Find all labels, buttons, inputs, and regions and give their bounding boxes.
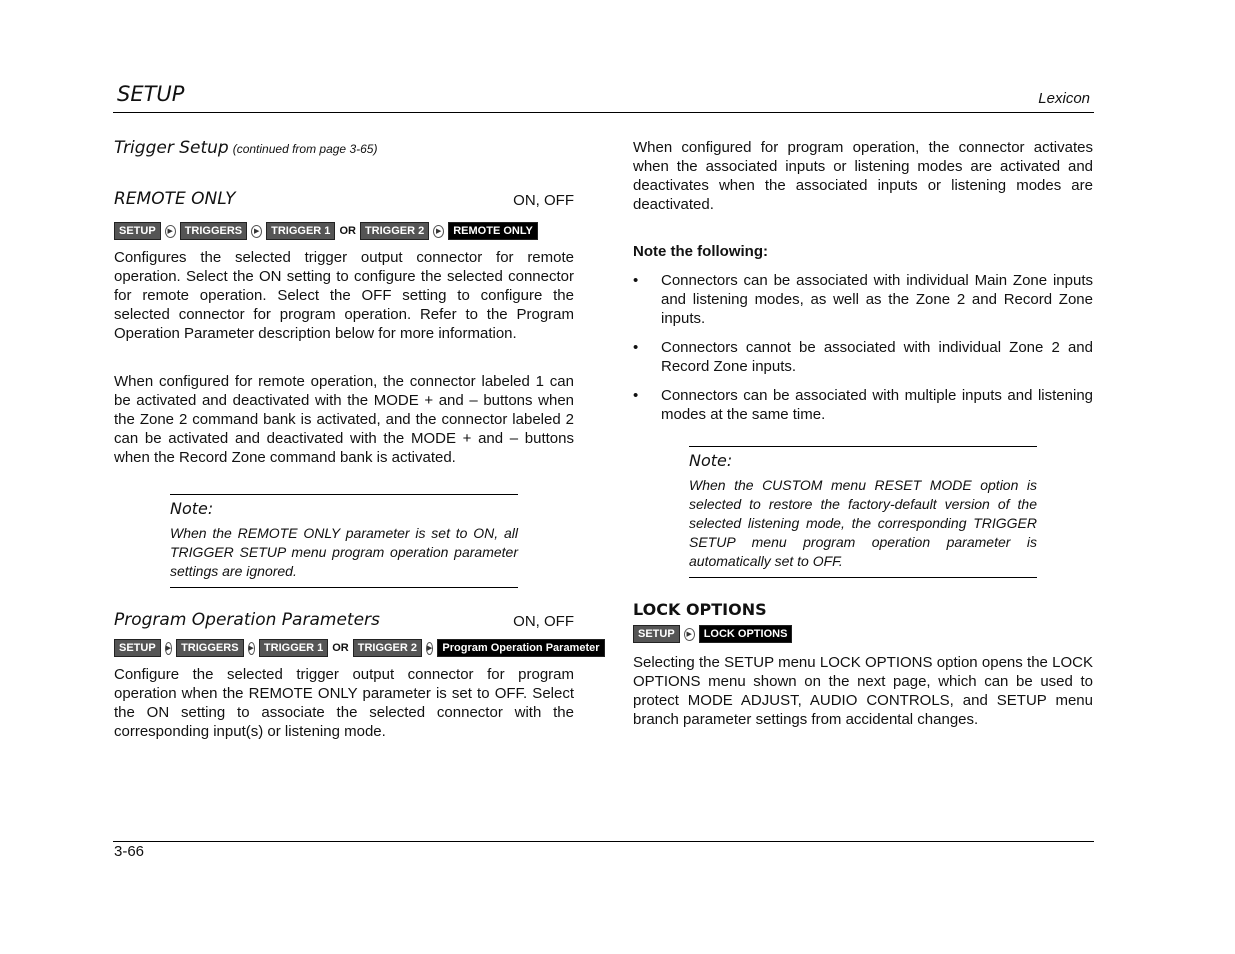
path-chip-trigger-2: TRIGGER 2 (360, 222, 429, 240)
trigger-setup-subtitle: (continued from page 3-65) (232, 142, 378, 156)
remote-only-title: REMOTE ONLY (114, 189, 236, 209)
remote-only-paragraph-1: Configures the selected trigger output connector for remote operation. Select the ON setting to configure the selected connector for remote operation. Select the OFF setting to configure the selected connector for program operation. Refer to the Program Operation Parameter description below for more information. (114, 249, 574, 342)
trigger-setup-heading (114, 138, 574, 178)
path-chip-remote-only: REMOTE ONLY (448, 222, 538, 240)
remote-only-note (170, 494, 518, 588)
arrow-right-icon: ▶ (165, 225, 176, 238)
note-following-heading: Note the following: (633, 243, 768, 260)
program-operation-title: Program Operation Parameters (114, 610, 380, 630)
list-item: • Connectors can be associated with individual Main Zone inputs and listening modes, as well as the Zone 2 and Record Zone inputs. (633, 271, 1093, 328)
footer-rule (113, 841, 1094, 842)
lock-options-title: LOCK OPTIONS (633, 600, 767, 619)
path-chip-trigger-1: TRIGGER 1 (266, 222, 335, 240)
note-body: When the REMOTE ONLY parameter is set to ON, all TRIGGER SETUP menu program operation parameter settings are ignored. (170, 525, 518, 579)
arrow-right-icon: ▶ (248, 642, 255, 655)
path-chip-triggers: TRIGGERS (176, 639, 243, 657)
path-chip-lock-options: LOCK OPTIONS (699, 625, 793, 643)
note-heading: Note: (689, 451, 733, 470)
header-rule (113, 112, 1094, 113)
path-chip-setup: SETUP (114, 639, 161, 657)
path-chip-setup: SETUP (114, 222, 161, 240)
arrow-right-icon: ▶ (684, 628, 695, 641)
path-chip-triggers: TRIGGERS (180, 222, 247, 240)
path-chip-setup: SETUP (633, 625, 680, 643)
note-body: When the CUSTOM menu RESET MODE option is selected to restore the factory-default version of the selected listening mode, the corresponding TRIGGER SETUP menu program operation parameter is automatically set to OFF. (689, 477, 1037, 569)
list-item: • Connectors can be associated with multiple inputs and listening modes at the same time. (633, 386, 1093, 424)
path-chip-program-operation-parameter: Program Operation Parameter (437, 639, 604, 657)
arrow-right-icon: ▶ (165, 642, 172, 655)
brand-name: Lexicon (1038, 90, 1090, 107)
trigger-setup-title: Trigger Setup (114, 138, 229, 158)
program-operation-paragraph: Configure the selected trigger output connector for program operation when the REMOTE ONLY parameter is set to OFF. Select the ON setting to associate the selected connector with the corresponding input(s) or listening mode. (114, 666, 574, 740)
arrow-right-icon: ▶ (426, 642, 433, 655)
lock-options-paragraph: Selecting the SETUP menu LOCK OPTIONS option opens the LOCK OPTIONS menu shown on the next page, which can be used to protect MODE ADJUST, AUDIO CONTROLS, and SETUP menu branch parameter settings from accidental changes. (633, 654, 1093, 728)
arrow-right-icon: ▶ (433, 225, 444, 238)
path-chip-trigger-1: TRIGGER 1 (259, 639, 328, 657)
remote-only-values: ON, OFF (513, 192, 574, 209)
program-operation-values: ON, OFF (513, 613, 574, 630)
program-operation-heading (114, 610, 574, 638)
page-number: 3-66 (114, 843, 145, 860)
custom-reset-note (689, 446, 1037, 578)
lock-options-menu-path (633, 624, 1093, 644)
program-operation-continued: When configured for program operation, the connector activates when the associated inputs or listening modes are activated and deactivates when the associated inputs or listening modes are deactivated. (633, 139, 1093, 213)
note-heading: Note: (170, 499, 214, 518)
remote-only-menu-path (114, 221, 574, 241)
path-or: OR (332, 642, 349, 654)
right-column (633, 138, 1093, 729)
page-header-title: SETUP (117, 82, 185, 106)
path-chip-trigger-2: TRIGGER 2 (353, 639, 422, 657)
arrow-right-icon: ▶ (251, 225, 262, 238)
note-following-list (633, 271, 1093, 424)
program-operation-menu-path (114, 638, 600, 658)
left-column (114, 138, 600, 741)
remote-only-paragraph-2: When configured for remote operation, the connector labeled 1 can be activated and deactivated with the MODE + and – buttons when the Zone 2 command bank is activated, and the connector labeled 2 can be activated and deactivated with the MODE + and – buttons when the Record Zone command bank is activated. (114, 373, 574, 466)
path-or: OR (339, 225, 356, 237)
remote-only-heading (114, 189, 574, 217)
list-item: • Connectors cannot be associated with individual Zone 2 and Record Zone inputs. (633, 338, 1093, 376)
